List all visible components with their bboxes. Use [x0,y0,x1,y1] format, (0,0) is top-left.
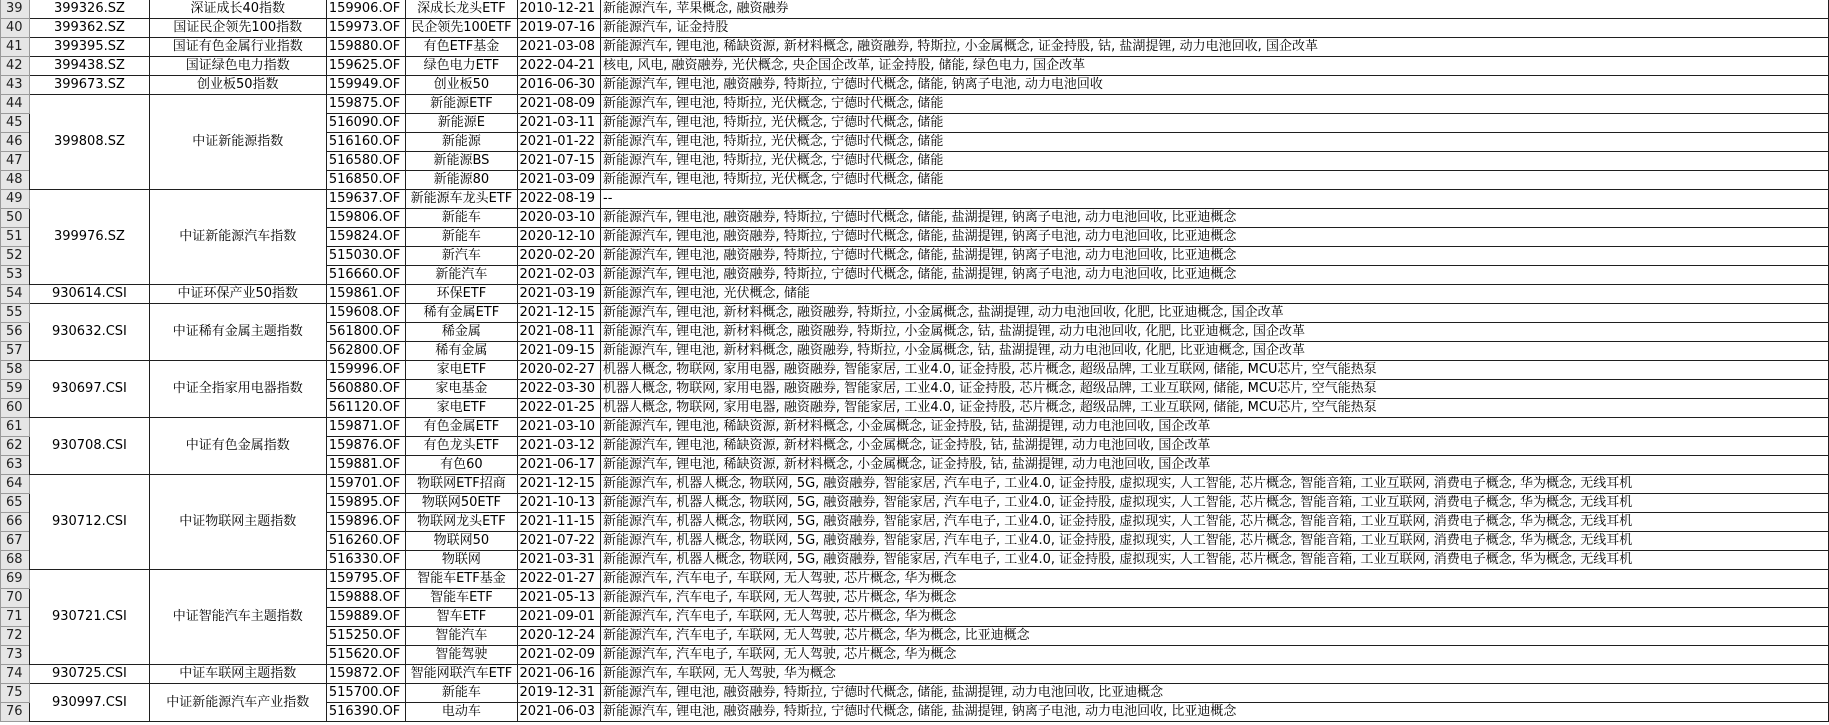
fund-code-cell[interactable]: 560880.OF [326,380,405,399]
listing-date-cell[interactable]: 2022-08-19 [517,190,601,209]
index-code-cell[interactable]: 930997.CSI [30,684,149,722]
fund-code-cell[interactable]: 159875.OF [326,95,405,114]
fund-name-cell[interactable]: 民企领先100ETF [406,19,517,38]
fund-name-cell[interactable]: 家电ETF [406,399,517,418]
fund-code-cell[interactable]: 159880.OF [326,38,405,57]
concepts-cell[interactable]: 新能源汽车, 锂电池, 稀缺资源, 新材料概念, 融资融券, 特斯拉, 小金属概念, 证金持股, 钴, 盐湖提锂, 动力电池回收, 国企改革 [601,38,1829,57]
fund-code-cell[interactable]: 159906.OF [326,0,405,19]
concepts-cell[interactable]: 新能源汽车, 汽车电子, 车联网, 无人驾驶, 芯片概念, 华为概念 [601,646,1829,665]
concepts-cell[interactable]: 新能源汽车, 锂电池, 融资融券, 特斯拉, 宁德时代概念, 储能, 盐湖提锂, 钠离子电池, 动力电池回收, 比亚迪概念 [601,228,1829,247]
index-code-cell[interactable]: 399976.SZ [30,190,149,285]
fund-code-cell[interactable]: 159881.OF [326,456,405,475]
listing-date-cell[interactable]: 2021-06-03 [517,703,601,722]
index-name-cell[interactable]: 国证绿色电力指数 [149,57,326,76]
fund-code-cell[interactable]: 515620.OF [326,646,405,665]
fund-code-cell[interactable]: 516850.OF [326,171,405,190]
listing-date-cell[interactable]: 2021-07-15 [517,152,601,171]
table-row [1,665,1829,684]
fund-code-cell[interactable]: 561120.OF [326,399,405,418]
index-code-cell[interactable]: 399438.SZ [30,57,149,76]
index-name-cell[interactable]: 国证民企领先100指数 [149,19,326,38]
table-row [1,76,1829,95]
index-code-cell[interactable]: 930721.CSI [30,570,149,665]
concepts-cell[interactable]: 新能源汽车, 机器人概念, 物联网, 5G, 融资融券, 智能家居, 汽车电子, 工业4.0, 证金持股, 虚拟现实, 人工智能, 芯片概念, 智能音箱, 工业互联网, 消费电子概念, 华为概念, 无线耳机 [601,551,1829,570]
row-number-header[interactable]: 55 [1,304,30,323]
row-number-header[interactable]: 75 [1,684,30,703]
index-code-cell[interactable]: 399673.SZ [30,76,149,95]
fund-name-cell[interactable]: 新能源 [406,133,517,152]
concepts-cell[interactable]: 新能源汽车, 汽车电子, 车联网, 无人驾驶, 芯片概念, 华为概念 [601,589,1829,608]
row-number-header[interactable]: 74 [1,665,30,684]
listing-date-cell[interactable]: 2021-07-22 [517,532,601,551]
listing-date-cell[interactable]: 2020-12-24 [517,627,601,646]
table-row [1,361,1829,380]
concepts-cell[interactable]: 新能源汽车, 锂电池, 融资融券, 特斯拉, 宁德时代概念, 储能, 盐湖提锂, 钠离子电池, 动力电池回收, 比亚迪概念 [601,209,1829,228]
index-code-cell[interactable]: 399395.SZ [30,38,149,57]
fund-code-cell[interactable]: 159861.OF [326,285,405,304]
concepts-cell[interactable]: 新能源汽车, 锂电池, 特斯拉, 光伏概念, 宁德时代概念, 储能 [601,152,1829,171]
row-number-header[interactable]: 70 [1,589,30,608]
fund-name-cell[interactable]: 新能源E [406,114,517,133]
listing-date-cell[interactable]: 2021-03-31 [517,551,601,570]
listing-date-cell[interactable]: 2021-06-16 [517,665,601,684]
table-row [1,0,1829,19]
row-number-header[interactable]: 44 [1,95,30,114]
index-code-cell[interactable]: 930632.CSI [30,304,149,361]
index-name-cell[interactable]: 国证有色金属行业指数 [149,38,326,57]
index-name-cell[interactable]: 中证智能汽车主题指数 [149,570,326,665]
fund-name-cell[interactable]: 稀有金属 [406,342,517,361]
fund-code-cell[interactable]: 159701.OF [326,475,405,494]
fund-code-cell[interactable]: 516660.OF [326,266,405,285]
fund-name-cell[interactable]: 物联网 [406,551,517,570]
row-number-header[interactable]: 53 [1,266,30,285]
table-row [1,304,1829,323]
index-name-cell[interactable]: 中证新能源汽车产业指数 [149,684,326,722]
index-name-cell[interactable]: 中证新能源汽车指数 [149,190,326,285]
fund-code-cell[interactable]: 159888.OF [326,589,405,608]
concepts-cell[interactable]: 新能源汽车, 锂电池, 融资融券, 特斯拉, 宁德时代概念, 储能, 盐湖提锂, 钠离子电池, 动力电池回收, 比亚迪概念 [601,247,1829,266]
index-code-cell[interactable]: 930708.CSI [30,418,149,475]
fund-code-cell[interactable]: 159876.OF [326,437,405,456]
fund-code-cell[interactable]: 516330.OF [326,551,405,570]
table-row [1,684,1829,703]
listing-date-cell[interactable]: 2020-02-27 [517,361,601,380]
fund-code-cell[interactable]: 159637.OF [326,190,405,209]
fund-code-cell[interactable]: 159871.OF [326,418,405,437]
row-number-header[interactable]: 49 [1,190,30,209]
listing-date-cell[interactable]: 2021-06-17 [517,456,601,475]
index-name-cell[interactable]: 中证全指家用电器指数 [149,361,326,418]
concepts-cell[interactable]: 机器人概念, 物联网, 家用电器, 融资融券, 智能家居, 工业4.0, 证金持股, 芯片概念, 超级品牌, 工业互联网, 储能, MCU芯片, 空气能热泵 [601,361,1829,380]
concepts-cell[interactable]: 新能源汽车, 锂电池, 特斯拉, 光伏概念, 宁德时代概念, 储能 [601,133,1829,152]
row-number-header[interactable]: 71 [1,608,30,627]
fund-name-cell[interactable]: 新能车 [406,228,517,247]
index-name-cell[interactable]: 中证新能源指数 [149,95,326,190]
fund-code-cell[interactable]: 515700.OF [326,684,405,703]
index-code-cell[interactable]: 930614.CSI [30,285,149,304]
row-number-header[interactable]: 54 [1,285,30,304]
concepts-cell[interactable]: 新能源汽车, 锂电池, 特斯拉, 光伏概念, 宁德时代概念, 储能 [601,95,1829,114]
concepts-cell[interactable]: 新能源汽车, 锂电池, 特斯拉, 光伏概念, 宁德时代概念, 储能 [601,114,1829,133]
concepts-cell[interactable]: 新能源汽车, 汽车电子, 车联网, 无人驾驶, 芯片概念, 华为概念 [601,608,1829,627]
concepts-cell[interactable]: 新能源汽车, 汽车电子, 车联网, 无人驾驶, 芯片概念, 华为概念, 比亚迪概念 [601,627,1829,646]
fund-code-cell[interactable]: 159608.OF [326,304,405,323]
concepts-cell[interactable]: 新能源汽车, 锂电池, 新材料概念, 融资融券, 特斯拉, 小金属概念, 钴, 盐湖提锂, 动力电池回收, 化肥, 比亚迪概念, 国企改革 [601,342,1829,361]
listing-date-cell[interactable]: 2021-03-08 [517,38,601,57]
concepts-cell[interactable]: 核电, 风电, 融资融券, 光伏概念, 央企国企改革, 证金持股, 储能, 绿色电力, 国企改革 [601,57,1829,76]
listing-date-cell[interactable]: 2022-04-21 [517,57,601,76]
fund-code-cell[interactable]: 159996.OF [326,361,405,380]
concepts-cell[interactable]: 新能源汽车, 锂电池, 稀缺资源, 新材料概念, 小金属概念, 证金持股, 钴, 盐湖提锂, 动力电池回收, 国企改革 [601,418,1829,437]
index-name-cell[interactable]: 中证环保产业50指数 [149,285,326,304]
listing-date-cell[interactable]: 2021-02-09 [517,646,601,665]
fund-name-cell[interactable]: 家电ETF [406,361,517,380]
fund-code-cell[interactable]: 159949.OF [326,76,405,95]
fund-name-cell[interactable]: 新汽车 [406,247,517,266]
row-number-header[interactable]: 42 [1,57,30,76]
row-number-header[interactable]: 61 [1,418,30,437]
row-number-header[interactable]: 76 [1,703,30,722]
fund-name-cell[interactable]: 创业板50 [406,76,517,95]
listing-date-cell[interactable]: 2021-03-09 [517,171,601,190]
listing-date-cell[interactable]: 2021-03-19 [517,285,601,304]
fund-name-cell[interactable]: 新能源车龙头ETF [406,190,517,209]
fund-code-cell[interactable]: 159973.OF [326,19,405,38]
index-name-cell[interactable]: 创业板50指数 [149,76,326,95]
listing-date-cell[interactable]: 2022-03-30 [517,380,601,399]
concepts-cell[interactable]: 新能源汽车, 机器人概念, 物联网, 5G, 融资融券, 智能家居, 汽车电子, 工业4.0, 证金持股, 虚拟现实, 人工智能, 芯片概念, 智能音箱, 工业互联网, 消费电子概念, 华为概念, 无线耳机 [601,513,1829,532]
concepts-cell[interactable]: 新能源汽车, 锂电池, 融资融券, 特斯拉, 宁德时代概念, 储能, 盐湖提锂, 动力电池回收, 比亚迪概念 [601,684,1829,703]
table-row [1,19,1829,38]
fund-name-cell[interactable]: 电动车 [406,703,517,722]
listing-date-cell[interactable]: 2021-03-10 [517,418,601,437]
listing-date-cell[interactable]: 2010-12-21 [517,0,601,19]
fund-code-cell[interactable]: 516260.OF [326,532,405,551]
table-row [1,475,1829,494]
row-number-header[interactable]: 69 [1,570,30,589]
fund-name-cell[interactable]: 智能车ETF基金 [406,570,517,589]
row-number-header[interactable]: 47 [1,152,30,171]
index-code-cell[interactable]: 930697.CSI [30,361,149,418]
concepts-cell[interactable]: 新能源汽车, 锂电池, 特斯拉, 光伏概念, 宁德时代概念, 储能 [601,171,1829,190]
listing-date-cell[interactable]: 2021-09-01 [517,608,601,627]
index-name-cell[interactable]: 中证车联网主题指数 [149,665,326,684]
fund-name-cell[interactable]: 智能汽车 [406,627,517,646]
fund-name-cell[interactable]: 智能车ETF [406,589,517,608]
fund-name-cell[interactable]: 物联网50ETF [406,494,517,513]
listing-date-cell[interactable]: 2021-05-13 [517,589,601,608]
listing-date-cell[interactable]: 2022-01-27 [517,570,601,589]
fund-name-cell[interactable]: 环保ETF [406,285,517,304]
concepts-cell[interactable]: 新能源汽车, 锂电池, 光伏概念, 储能 [601,285,1829,304]
listing-date-cell[interactable]: 2021-11-15 [517,513,601,532]
fund-code-cell[interactable]: 159625.OF [326,57,405,76]
fund-name-cell[interactable]: 新能车 [406,684,517,703]
concepts-cell[interactable]: 新能源汽车, 锂电池, 融资融券, 特斯拉, 宁德时代概念, 储能, 盐湖提锂, 钠离子电池, 动力电池回收, 比亚迪概念 [601,266,1829,285]
fund-name-cell[interactable]: 物联网ETF招商 [406,475,517,494]
concepts-cell[interactable]: 机器人概念, 物联网, 家用电器, 融资融券, 智能家居, 工业4.0, 证金持股, 芯片概念, 超级品牌, 工业互联网, 储能, MCU芯片, 空气能热泵 [601,380,1829,399]
row-number-header[interactable]: 60 [1,399,30,418]
row-number-header[interactable]: 48 [1,171,30,190]
fund-code-cell[interactable]: 159896.OF [326,513,405,532]
index-code-cell[interactable]: 930712.CSI [30,475,149,570]
fund-name-cell[interactable]: 绿色电力ETF [406,57,517,76]
fund-name-cell[interactable]: 物联网龙头ETF [406,513,517,532]
fund-code-cell[interactable]: 159806.OF [326,209,405,228]
fund-code-cell[interactable]: 562800.OF [326,342,405,361]
fund-code-cell[interactable]: 159872.OF [326,665,405,684]
table-row [1,38,1829,57]
fund-code-cell[interactable]: 159795.OF [326,570,405,589]
row-number-header[interactable]: 52 [1,247,30,266]
row-number-header[interactable]: 41 [1,38,30,57]
concepts-cell[interactable]: -- [601,190,1829,209]
index-name-cell[interactable]: 中证有色金属指数 [149,418,326,475]
row-number-header[interactable]: 66 [1,513,30,532]
table-row [1,57,1829,76]
concepts-cell[interactable]: 新能源汽车, 锂电池, 新材料概念, 融资融券, 特斯拉, 小金属概念, 盐湖提锂, 动力电池回收, 化肥, 比亚迪概念, 国企改革 [601,304,1829,323]
fund-code-cell[interactable]: 515250.OF [326,627,405,646]
fund-name-cell[interactable]: 有色ETF基金 [406,38,517,57]
listing-date-cell[interactable]: 2022-01-25 [517,399,601,418]
fund-name-cell[interactable]: 新能汽车 [406,266,517,285]
concepts-cell[interactable]: 新能源汽车, 锂电池, 稀缺资源, 新材料概念, 小金属概念, 证金持股, 钴, 盐湖提锂, 动力电池回收, 国企改革 [601,437,1829,456]
index-code-cell[interactable]: 399808.SZ [30,95,149,190]
row-number-header[interactable]: 57 [1,342,30,361]
listing-date-cell[interactable]: 2021-03-12 [517,437,601,456]
concepts-cell[interactable]: 新能源汽车, 锂电池, 融资融券, 特斯拉, 宁德时代概念, 储能, 盐湖提锂, 钠离子电池, 动力电池回收, 比亚迪概念 [601,703,1829,722]
concepts-cell[interactable]: 新能源汽车, 汽车电子, 车联网, 无人驾驶, 芯片概念, 华为概念 [601,570,1829,589]
listing-date-cell[interactable]: 2020-03-10 [517,209,601,228]
index-name-cell[interactable]: 中证稀有金属主题指数 [149,304,326,361]
fund-name-cell[interactable]: 家电基金 [406,380,517,399]
fund-code-cell[interactable]: 159889.OF [326,608,405,627]
listing-date-cell[interactable]: 2016-06-30 [517,76,601,95]
fund-name-cell[interactable]: 智能网联汽车ETF [406,665,517,684]
index-code-cell[interactable]: 930725.CSI [30,665,149,684]
concepts-cell[interactable]: 新能源汽车, 机器人概念, 物联网, 5G, 融资融券, 智能家居, 汽车电子, 工业4.0, 证金持股, 虚拟现实, 人工智能, 芯片概念, 智能音箱, 工业互联网, 消费电子概念, 华为概念, 无线耳机 [601,475,1829,494]
listing-date-cell[interactable]: 2020-02-20 [517,247,601,266]
row-number-header[interactable]: 72 [1,627,30,646]
fund-name-cell[interactable]: 新能源ETF [406,95,517,114]
row-number-header[interactable]: 64 [1,475,30,494]
row-number-header[interactable]: 63 [1,456,30,475]
listing-date-cell[interactable]: 2019-12-31 [517,684,601,703]
fund-code-cell[interactable]: 561800.OF [326,323,405,342]
concepts-cell[interactable]: 新能源汽车, 苹果概念, 融资融券 [601,0,1829,19]
row-number-header[interactable]: 43 [1,76,30,95]
concepts-cell[interactable]: 机器人概念, 物联网, 家用电器, 融资融券, 智能家居, 工业4.0, 证金持股, 芯片概念, 超级品牌, 工业互联网, 储能, MCU芯片, 空气能热泵 [601,399,1829,418]
fund-code-cell[interactable]: 516580.OF [326,152,405,171]
fund-name-cell[interactable]: 稀金属 [406,323,517,342]
row-number-header[interactable]: 39 [1,0,30,19]
fund-name-cell[interactable]: 有色龙头ETF [406,437,517,456]
listing-date-cell[interactable]: 2021-12-15 [517,304,601,323]
row-number-header[interactable]: 65 [1,494,30,513]
index-code-cell[interactable]: 399362.SZ [30,19,149,38]
row-number-header[interactable]: 58 [1,361,30,380]
table-row [1,285,1829,304]
row-number-header[interactable]: 45 [1,114,30,133]
fund-name-cell[interactable]: 深成长龙头ETF [406,0,517,19]
listing-date-cell[interactable]: 2021-10-13 [517,494,601,513]
row-number-header[interactable]: 40 [1,19,30,38]
row-number-header[interactable]: 50 [1,209,30,228]
row-number-header[interactable]: 59 [1,380,30,399]
concepts-cell[interactable]: 新能源汽车, 锂电池, 融资融券, 特斯拉, 宁德时代概念, 储能, 钠离子电池, 动力电池回收 [601,76,1829,95]
concepts-cell[interactable]: 新能源汽车, 机器人概念, 物联网, 5G, 融资融券, 智能家居, 汽车电子, 工业4.0, 证金持股, 虚拟现实, 人工智能, 芯片概念, 智能音箱, 工业互联网, 消费电子概念, 华为概念, 无线耳机 [601,532,1829,551]
listing-date-cell[interactable]: 2021-02-03 [517,266,601,285]
table-row [1,418,1829,437]
fund-name-cell[interactable]: 新能源BS [406,152,517,171]
listing-date-cell[interactable]: 2021-08-11 [517,323,601,342]
listing-date-cell[interactable]: 2021-12-15 [517,475,601,494]
index-name-cell[interactable]: 深证成长40指数 [149,0,326,19]
index-code-cell[interactable]: 399326.SZ [30,0,149,19]
fund-code-cell[interactable]: 515030.OF [326,247,405,266]
listing-date-cell[interactable]: 2021-03-11 [517,114,601,133]
table-row [1,95,1829,114]
fund-name-cell[interactable]: 有色60 [406,456,517,475]
row-number-header[interactable]: 46 [1,133,30,152]
fund-name-cell[interactable]: 新能车 [406,209,517,228]
concepts-cell[interactable]: 新能源汽车, 车联网, 无人驾驶, 华为概念 [601,665,1829,684]
row-number-header[interactable]: 73 [1,646,30,665]
fund-name-cell[interactable]: 稀有金属ETF [406,304,517,323]
concepts-cell[interactable]: 新能源汽车, 证金持股 [601,19,1829,38]
listing-date-cell[interactable]: 2021-01-22 [517,133,601,152]
fund-code-cell[interactable]: 516160.OF [326,133,405,152]
concepts-cell[interactable]: 新能源汽车, 锂电池, 新材料概念, 融资融券, 特斯拉, 小金属概念, 钴, 盐湖提锂, 动力电池回收, 化肥, 比亚迪概念, 国企改革 [601,323,1829,342]
row-number-header[interactable]: 68 [1,551,30,570]
listing-date-cell[interactable]: 2019-07-16 [517,19,601,38]
fund-code-cell[interactable]: 159895.OF [326,494,405,513]
concepts-cell[interactable]: 新能源汽车, 锂电池, 稀缺资源, 新材料概念, 小金属概念, 证金持股, 钴, 盐湖提锂, 动力电池回收, 国企改革 [601,456,1829,475]
table-row [1,190,1829,209]
row-number-header[interactable]: 56 [1,323,30,342]
fund-code-cell[interactable]: 159824.OF [326,228,405,247]
listing-date-cell[interactable]: 2020-12-10 [517,228,601,247]
fund-name-cell[interactable]: 有色金属ETF [406,418,517,437]
listing-date-cell[interactable]: 2021-08-09 [517,95,601,114]
index-name-cell[interactable]: 中证物联网主题指数 [149,475,326,570]
listing-date-cell[interactable]: 2021-09-15 [517,342,601,361]
row-number-header[interactable]: 67 [1,532,30,551]
fund-code-cell[interactable]: 516390.OF [326,703,405,722]
fund-name-cell[interactable]: 智能驾驶 [406,646,517,665]
fund-name-cell[interactable]: 新能源80 [406,171,517,190]
concepts-cell[interactable]: 新能源汽车, 机器人概念, 物联网, 5G, 融资融券, 智能家居, 汽车电子, 工业4.0, 证金持股, 虚拟现实, 人工智能, 芯片概念, 智能音箱, 工业互联网, 消费电子概念, 华为概念, 无线耳机 [601,494,1829,513]
fund-code-cell[interactable]: 516090.OF [326,114,405,133]
fund-name-cell[interactable]: 智车ETF [406,608,517,627]
fund-name-cell[interactable]: 物联网50 [406,532,517,551]
row-number-header[interactable]: 51 [1,228,30,247]
table-row [1,570,1829,589]
row-number-header[interactable]: 62 [1,437,30,456]
